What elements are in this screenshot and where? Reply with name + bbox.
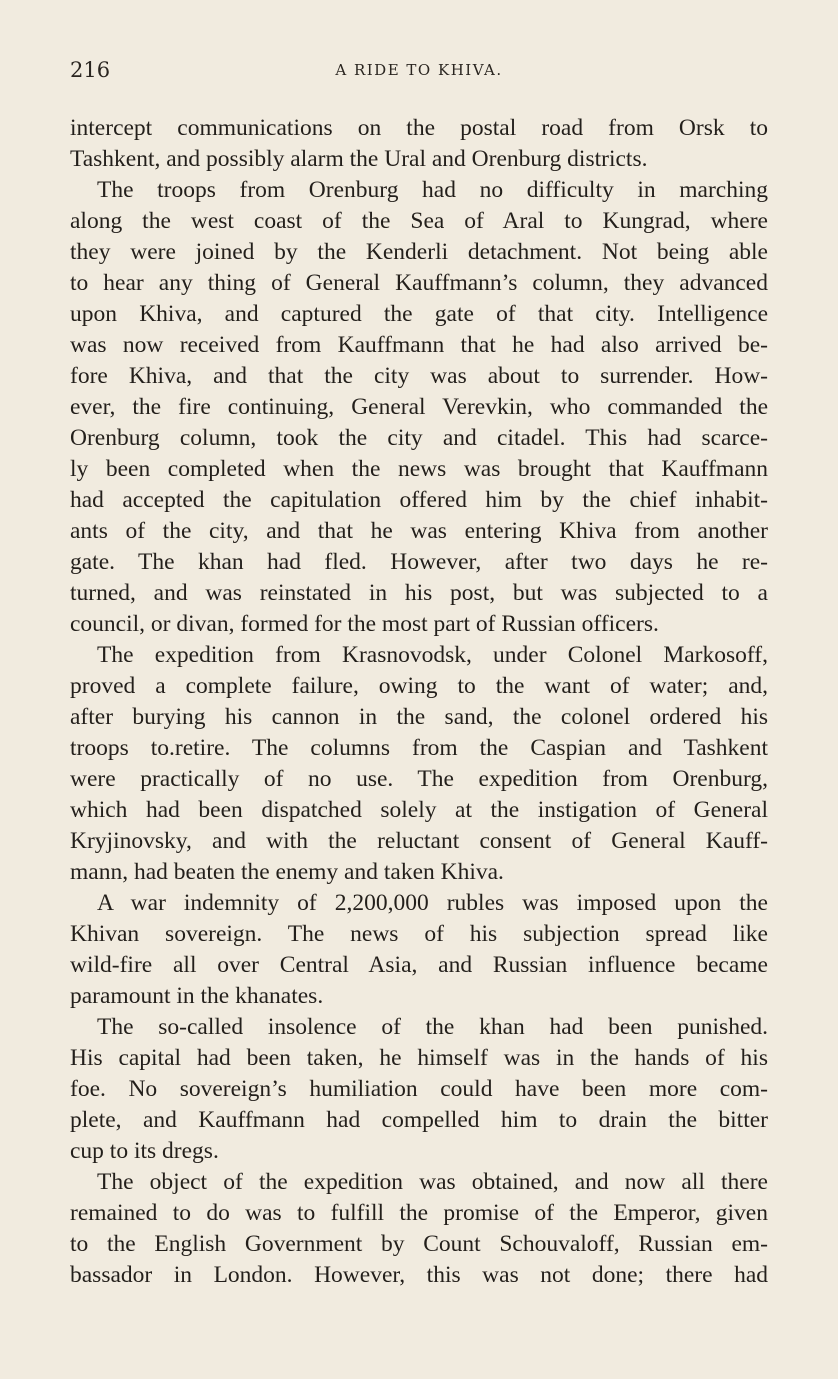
running-title: A RIDE TO KHIVA. <box>335 61 503 79</box>
text-line: wild-fire all over Central Asia, and Russian influence became <box>70 952 768 978</box>
text-line: ly been completed when the news was brought that Kauffmann <box>70 456 768 482</box>
page-header <box>70 58 768 88</box>
text-line: Kryjinovsky, and with the reluctant consent of General Kauff- <box>70 828 768 854</box>
text-line: troops to.retire. The columns from the Caspian and Tashkent <box>70 735 768 761</box>
body-text <box>70 113 768 1291</box>
text-line: remained to do was to fulfill the promise of the Emperor, given <box>70 1200 768 1226</box>
text-line: to hear any thing of General Kauffmann’s column, they advanced <box>70 270 768 296</box>
text-line: fore Khiva, and that the city was about to surrender. How- <box>70 363 768 389</box>
text-line: they were joined by the Kenderli detachment. Not being able <box>70 239 768 265</box>
text-line: Orenburg column, took the city and citadel. This had scarce- <box>70 425 768 451</box>
text-line: His capital had been taken, he himself was in the hands of his <box>70 1045 768 1071</box>
page-number: 216 <box>70 58 111 82</box>
text-line: to the English Government by Count Schouvaloff, Russian em- <box>70 1231 768 1257</box>
text-line: gate. The khan had fled. However, after two days he re- <box>70 549 768 575</box>
text-line: intercept communications on the postal road from Orsk to <box>70 115 768 141</box>
text-line: which had been dispatched solely at the instigation of General <box>70 797 768 823</box>
text-line: along the west coast of the Sea of Aral to Kungrad, where <box>70 208 768 234</box>
text-line: were practically of no use. The expedition from Orenburg, <box>70 766 768 792</box>
text-line: turned, and was reinstated in his post, but was subjected to a <box>70 580 768 606</box>
text-line: The so-called insolence of the khan had been punished. <box>97 1014 768 1040</box>
text-line: foe. No sovereign’s humiliation could have been more com- <box>70 1076 768 1102</box>
text-line: Khivan sovereign. The news of his subjection spread like <box>70 921 768 947</box>
text-line: mann, had beaten the enemy and taken Khiva. <box>70 859 504 885</box>
text-line: was now received from Kauffmann that he had also arrived be- <box>70 332 768 358</box>
text-line: cup to its dregs. <box>70 1138 219 1164</box>
text-line: A war indemnity of 2,200,000 rubles was imposed upon the <box>97 890 768 916</box>
text-line: Tashkent, and possibly alarm the Ural and Orenburg districts. <box>70 146 648 172</box>
text-line: ever, the fire continuing, General Verevkin, who commanded the <box>70 394 768 420</box>
text-line: bassador in London. However, this was not done; there had <box>70 1262 768 1288</box>
text-line: had accepted the capitulation offered him by the chief inhabit- <box>70 487 768 513</box>
text-line: ants of the city, and that he was entering Khiva from another <box>70 518 768 544</box>
text-line: council, or divan, formed for the most part of Russian officers. <box>70 611 659 637</box>
text-line: The expedition from Krasnovodsk, under Colonel Markosoff, <box>97 642 768 668</box>
text-line: The troops from Orenburg had no difficulty in marching <box>97 177 768 203</box>
text-line: after burying his cannon in the sand, the colonel ordered his <box>70 704 768 730</box>
text-line: paramount in the khanates. <box>70 983 324 1009</box>
text-line: proved a complete failure, owing to the want of water; and, <box>70 673 768 699</box>
text-line: plete, and Kauffmann had compelled him to drain the bitter <box>70 1107 768 1133</box>
text-line: upon Khiva, and captured the gate of that city. Intelligence <box>70 301 768 327</box>
text-line: The object of the expedition was obtained, and now all there <box>97 1169 768 1195</box>
